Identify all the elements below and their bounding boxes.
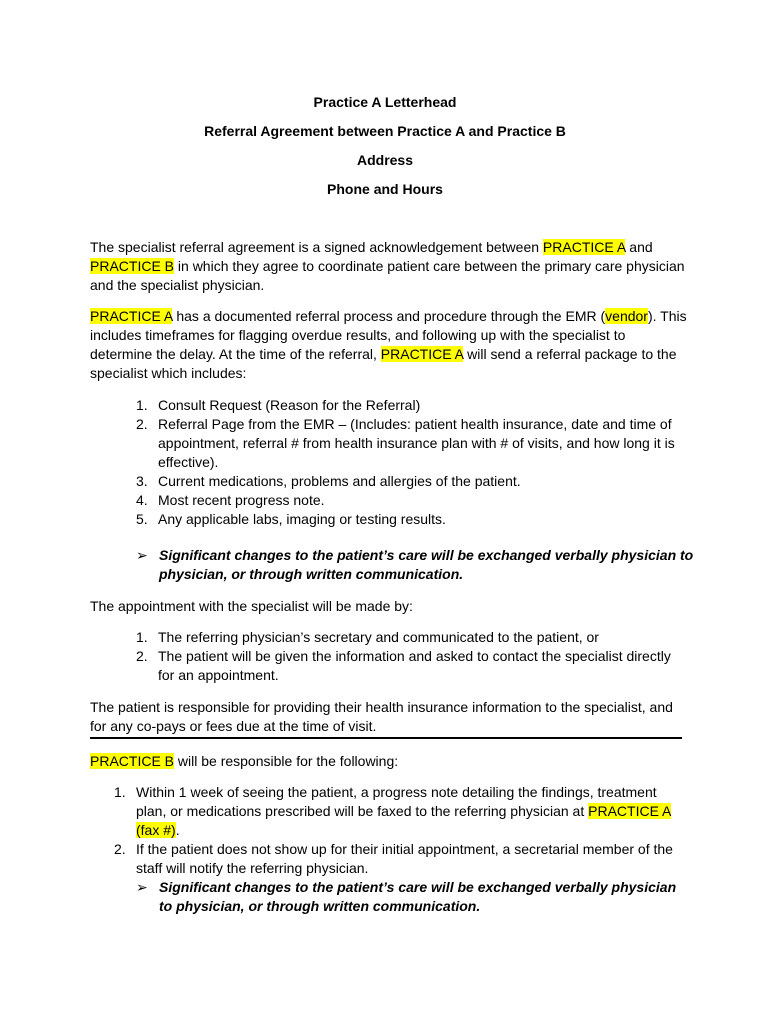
- list-text: Referral Page from the EMR – (Includes: patient health insurance, date and time of appointment, referral # from health insurance plan with # of visits, and how long it is effective).: [158, 416, 675, 470]
- list-number: 4.: [136, 492, 148, 508]
- practice-b-intro-text: will be responsible for the following:: [174, 753, 399, 769]
- list-number: 3.: [136, 473, 148, 489]
- list-text-end: .: [175, 822, 180, 838]
- referral-package-list: [136, 396, 676, 529]
- list-text: The referring physician’s secretary and communicated to the patient, or: [158, 629, 599, 645]
- list-number: 2.: [136, 416, 148, 432]
- list-item: [114, 783, 674, 840]
- practice-a-highlight: PRACTICE A: [90, 308, 173, 324]
- practice-b-highlight: PRACTICE B: [90, 258, 175, 274]
- list-item: [136, 396, 676, 415]
- appointment-list: [136, 628, 676, 685]
- list-item: [136, 472, 676, 491]
- intro-paragraph-2: [90, 307, 690, 383]
- significant-changes-note-2: [136, 878, 719, 916]
- list-text: Within 1 week of seeing the patient, a progress note detailing the findings, treatment plan, or medications prescribed will be faxed to the referring physician at: [136, 784, 657, 819]
- list-text: Any applicable labs, imaging or testing results.: [158, 511, 446, 527]
- intro-p1-start: The specialist referral agreement is a signed acknowledgement between: [90, 239, 543, 255]
- list-item: [136, 510, 676, 529]
- intro-p1-rest: in which they agree to coordinate patient care between the primary care physician and the specialist physician.: [90, 258, 685, 293]
- practice-b-responsibilities-list: [114, 783, 674, 878]
- intro-p2-a: has a documented referral process and procedure through the EMR (: [172, 308, 606, 324]
- fax-highlight: (fax #): [136, 822, 176, 838]
- vendor-highlight: vendor: [605, 308, 648, 324]
- list-text: If the patient does not show up for their initial appointment, a secretarial member of the staff will notify the referring physician.: [136, 841, 673, 876]
- phone-hours-line: Phone and Hours: [327, 181, 443, 197]
- significant-changes-note: [136, 546, 719, 584]
- section-divider: [90, 737, 682, 739]
- letterhead-title: Practice A Letterhead: [313, 94, 457, 110]
- list-number: 1.: [136, 629, 148, 645]
- address-line: Address: [356, 152, 414, 168]
- list-number: 2.: [136, 648, 148, 664]
- practice-b-intro: [90, 752, 690, 771]
- practice-a-highlight: PRACTICE A: [542, 239, 626, 255]
- insurance-paragraph: The patient is responsible for providing their health insurance information to the specialist, and for any co-pays or fees due at the time of visit.: [90, 699, 673, 734]
- practice-b-highlight: PRACTICE B: [90, 753, 175, 769]
- list-item: [136, 415, 676, 472]
- practice-a-highlight: PRACTICE A: [588, 803, 671, 819]
- list-number: 2.: [114, 841, 126, 857]
- list-item: [136, 628, 676, 647]
- list-text: The patient will be given the information and asked to contact the specialist directly for an appointment.: [158, 648, 671, 683]
- list-item: [136, 491, 676, 510]
- intro-p2-c: will send a referral package to the specialist which includes:: [90, 346, 677, 381]
- note-text-line1: Significant changes to the patient’s care will be exchanged verbally physician: [159, 879, 677, 895]
- list-text: Consult Request (Reason for the Referral): [158, 397, 421, 413]
- list-item: [136, 647, 676, 685]
- note-text: Significant changes to the patient’s care will be exchanged verbally physician to physician, or through written communication.: [159, 547, 694, 582]
- intro-paragraph-1: [90, 238, 690, 295]
- list-number: 5.: [136, 511, 148, 527]
- agreement-title: Referral Agreement between Practice A and Practice B: [204, 123, 566, 139]
- list-text: Most recent progress note.: [158, 492, 325, 508]
- list-text: Current medications, problems and allergies of the patient.: [158, 473, 521, 489]
- list-number: 1.: [114, 784, 126, 800]
- arrow-bullet-icon: ➢: [136, 879, 148, 895]
- practice-a-highlight: PRACTICE A: [380, 346, 464, 362]
- list-number: 1.: [136, 397, 148, 413]
- intro-p1-and: and: [625, 239, 653, 255]
- note-text-line2: to physician, or through written communication.: [159, 898, 481, 914]
- appointment-intro: The appointment with the specialist will be made by:: [90, 598, 413, 614]
- list-item: [114, 840, 674, 878]
- arrow-bullet-icon: ➢: [136, 547, 148, 563]
- intro-p2-b: ). This includes timeframes for flagging overdue results, and following up with the specialist to determine the delay. At the time of the referral,: [90, 308, 687, 362]
